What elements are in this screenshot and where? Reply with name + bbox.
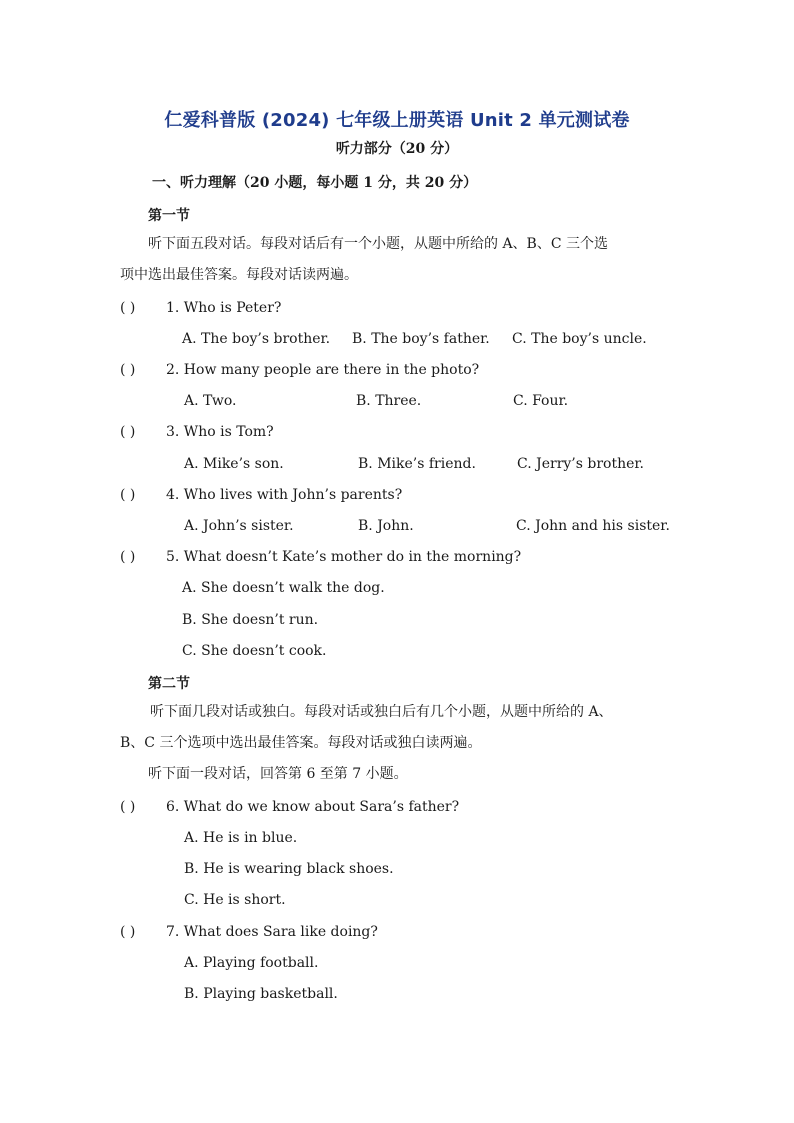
question-text: 6. What do we know about Sara’s father? (166, 799, 460, 815)
part-two-instruction-line3: 听下面一段对话，回答第 6 至第 7 小题。 (148, 766, 408, 782)
answer-blank: ( ) (120, 799, 136, 815)
question-7 (120, 924, 378, 940)
answer-blank: ( ) (120, 424, 136, 440)
question-2-option-b: B. Three. (356, 393, 422, 409)
question-3 (120, 424, 274, 440)
question-4-option-b: B. John. (358, 518, 414, 534)
question-3-option-c: C. Jerry’s brother. (517, 456, 645, 472)
question-1-option-c: C. The boy’s uncle. (512, 331, 647, 347)
question-6-option-c: C. He is short. (184, 892, 286, 908)
answer-blank: ( ) (120, 362, 136, 378)
question-1-option-b: B. The boy’s father. (352, 331, 490, 347)
part-two-heading: 第二节 (148, 676, 190, 692)
question-1-option-a: A. The boy’s brother. (182, 331, 331, 347)
question-text: 7. What does Sara like doing? (166, 924, 378, 940)
answer-blank: ( ) (120, 924, 136, 940)
question-3-option-a: A. Mike’s son. (184, 456, 284, 472)
part-one-instruction-line2: 项中选出最佳答案。每段对话读两遍。 (120, 267, 358, 283)
question-5-option-a: A. She doesn’t walk the dog. (182, 580, 385, 596)
question-7-option-a: A. Playing football. (184, 955, 319, 971)
question-5-option-b: B. She doesn’t run. (182, 612, 319, 628)
question-2-option-c: C. Four. (513, 393, 569, 409)
question-7-option-b: B. Playing basketball. (184, 986, 338, 1002)
question-3-option-b: B. Mike’s friend. (358, 456, 476, 472)
part-one-heading: 第一节 (148, 208, 190, 224)
question-6-option-b: B. He is wearing black shoes. (184, 861, 394, 877)
question-text: 3. Who is Tom? (166, 424, 274, 440)
question-5 (120, 549, 521, 565)
question-4-option-c: C. John and his sister. (516, 518, 670, 534)
question-text: 5. What doesn’t Kate’s mother do in the morning? (166, 549, 522, 565)
question-5-option-c: C. She doesn’t cook. (182, 643, 327, 659)
part-one-instruction-line1: 听下面五段对话。每段对话后有一个小题，从题中所给的 A、B、C 三个选 (148, 236, 609, 252)
answer-blank: ( ) (120, 549, 136, 565)
question-text: 4. Who lives with John’s parents? (166, 487, 403, 503)
question-text: 1. Who is Peter? (166, 300, 282, 316)
question-6-option-a: A. He is in blue. (184, 830, 298, 846)
question-6 (120, 799, 459, 815)
question-text: 2. How many people are there in the photo? (166, 362, 480, 378)
question-1 (120, 300, 281, 316)
answer-blank: ( ) (120, 300, 136, 316)
section-one-heading: 一、听力理解（20 小题，每小题 1 分，共 20 分） (152, 175, 478, 191)
answer-blank: ( ) (120, 487, 136, 503)
question-2 (120, 362, 479, 378)
question-4 (120, 487, 402, 503)
document-title: 仁爱科普版 (2024) 七年级上册英语 Unit 2 单元测试卷 (164, 110, 630, 131)
question-2-option-a: A. Two. (184, 393, 237, 409)
listening-part-subtitle: 听力部分（20 分） (335, 141, 459, 157)
question-4-option-a: A. John’s sister. (184, 518, 294, 534)
part-two-instruction-line1: 听下面几段对话或独白。每段对话或独白后有几个小题，从题中所给的 A、 (150, 704, 613, 720)
part-two-instruction-line2: B、C 三个选项中选出最佳答案。每段对话或独白读两遍。 (120, 735, 482, 751)
